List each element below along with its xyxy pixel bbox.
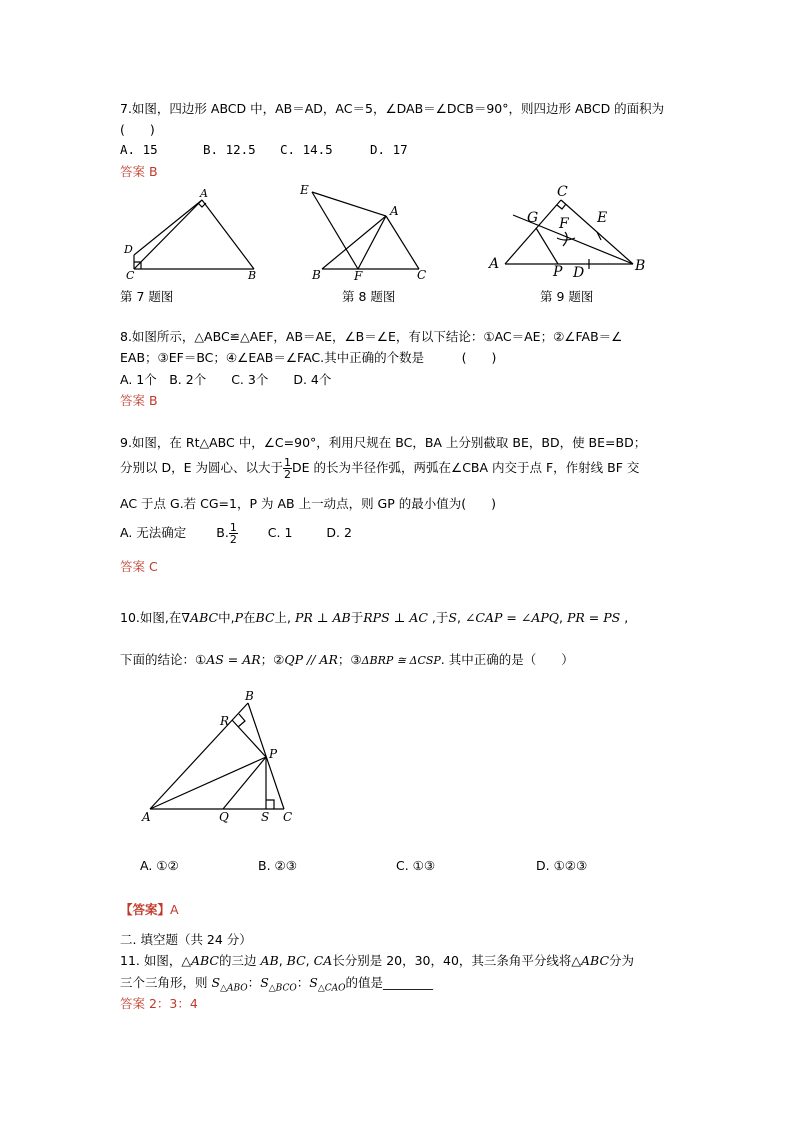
q8-stem-line1: 8.如图所示，△ABC≌△AEF，AB＝AE，∠B＝∠E，有以下结论：①AC＝AE；②∠FAB＝∠ [120,329,623,344]
q11-l1-a: 11. 如图，△ [120,953,191,968]
q10-l2-d: . 其中正确的是（ ） [440,652,574,667]
q10-stem-line1 [120,608,628,626]
fig10-label-b: B [245,690,254,703]
q9-frac-num: 1 [283,456,291,469]
fig7-label-c: C [126,269,135,282]
q10-l1-d: 上, [274,610,291,625]
q11-ab: AB [260,953,279,968]
q9-option-d: D. 2 [326,525,352,540]
q7-option-d: D. 17 [370,142,408,157]
q10-option-c: C. ①③ [396,858,436,873]
q10-l1-g: , [456,610,461,625]
q10-answer [120,900,179,918]
q9-optb-den: 2 [229,533,237,546]
q11-s1-sub: △ABO [220,983,248,994]
figure-8-caption: 第 8 题图 [342,289,396,304]
q10-l2-a: 下面的结论：① [120,652,207,667]
q11-s3: S [309,975,318,990]
q11-stem-line2 [120,973,433,994]
q10-tri: ∇ABC [181,610,219,625]
q10-stem-line2 [120,650,574,668]
q10-answer-bracket: 【答案】 [120,902,171,917]
q11-s2: S [260,975,269,990]
q10-l1-e: 于 [350,610,364,625]
q10-bc: BC [255,610,275,625]
q9-options [120,522,352,545]
q7-stem-line1: 7.如图，四边形 ABCD 中，AB＝AD，AC＝5，∠DAB＝∠DCB＝90°，则四边形 ABCD 的面积为 [120,101,665,116]
q11-bc: BC [286,953,306,968]
q7-option-a: A. 15 [120,142,158,157]
q10-pr-ps: PR = PS [566,610,621,625]
q9-optb-num: 1 [229,521,237,534]
fig10-label-p: P [269,747,278,761]
fig8-label-c: C [417,268,427,282]
q11-abc: ABC [190,953,219,968]
fig9-label-a: A [489,256,500,272]
fig7-label-d: D [124,243,133,256]
fig9-label-f: F [559,216,569,232]
q10-end-comma: , [624,610,629,625]
q9-answer: 答案 C [120,559,158,574]
q8-options: A. 1个 B. 2个 C. 3个 D. 4个 [120,372,332,387]
fig10-label-r: R [220,714,230,728]
q9-option-a: A. 无法确定 [120,525,187,540]
q11-l1-b: 的三边 [218,953,257,968]
figure-7-caption: 第 7 题图 [120,289,174,304]
q9-stem-line3: AC 于点 G.若 CG=1，P 为 AB 上一动点，则 GP 的最小值为( ) [120,496,496,511]
q10-option-d: D. ①②③ [536,858,588,873]
figure-9 [485,180,655,280]
q7-answer: 答案 B [120,164,158,179]
section2-title: 二. 填空题（共 24 分） [120,932,252,947]
q11-sep1: , [278,953,283,968]
fig9-label-g: G [527,210,539,226]
q7-option-b: B. 12.5 [203,142,256,157]
q11-answer: 答案 2：3：4 [120,996,198,1011]
q11-stem-line1 [120,951,634,969]
q11-sep2: , [305,953,310,968]
fig10-label-s: S [261,810,270,824]
q10-l1-f: ,于 [431,610,449,625]
fig9-label-c: C [557,184,568,200]
q10-answer-letter: A [170,902,179,917]
q11-colon1: ： [247,975,261,990]
q8-stem-line2: EAB；③EF＝BC；④∠EAB＝∠FAC.其中正确的个数是 ( ) [120,350,497,365]
figure-7 [118,185,268,285]
fig9-label-d: D [573,265,585,280]
q11-ca: CA [313,953,333,968]
q9-fraction [283,457,292,480]
q10-pr-ab: PR ⊥ AB [294,610,351,625]
q10-congr: ΔBRP ≅ ΔCSP [361,654,441,667]
q10-s: S [448,610,457,625]
q10-l1-c: 在 [243,610,256,625]
fig9-label-p: P [553,264,563,280]
q11-l2-b: 的值是________ [345,975,434,990]
q10-l1-b: 中, [218,610,235,625]
q9-option-c: C. 1 [267,525,293,540]
q11-l1-d: 分为 [609,953,635,968]
q8-answer: 答案 B [120,393,158,408]
fig10-label-c: C [283,810,293,824]
q11-s3-sub: △CAO [317,983,346,994]
q11-s1: S [211,975,221,990]
q9-stem-line2 [120,457,639,480]
q9-line2-pre: 分别以 D，E 为圆心、以大于 [120,460,283,475]
q11-abc2: ABC [581,953,610,968]
q9-stem-line1: 9.如图，在 Rt△ABC 中，∠C=90°，利用尺规在 BC，BA 上分别截取 BE，BD，使 BE=BD； [120,435,647,450]
fig9-label-b: B [635,258,646,274]
fig8-label-e: E [300,183,309,197]
q7-option-c: C. 14.5 [280,142,333,157]
q11-colon2: ： [296,975,310,990]
figure-9-caption: 第 9 题图 [540,289,594,304]
fig7-label-a: A [200,187,208,200]
q10-angle-eq: ∠CAP = ∠APQ [464,610,560,625]
q7-stem-line2: ( ) [120,122,155,137]
q9-option-b-label: B. [216,525,229,540]
figure-10 [135,690,305,830]
fig10-label-q: Q [219,810,229,824]
fig8-label-a: A [390,204,399,218]
q10-option-b: B. ②③ [258,858,297,873]
q10-l1-a: 10.如图,在 [120,610,182,625]
fig10-label-a: A [142,810,151,824]
q10-option-a: A. ①② [140,858,179,873]
fig8-label-f: F [354,269,363,282]
fig8-label-b: B [312,268,321,282]
q11-s2-sub: △BCO [268,983,297,994]
q10-l2-c: ；③ [337,652,362,667]
fig7-label-b: B [248,269,257,282]
q10-rps-ac: RPS ⊥ AC [363,610,428,625]
q9-frac-den: 2 [283,468,291,481]
q11-l1-c: 长分别是 20，30，40，其三条角平分线将△ [332,953,582,968]
q10-comma: , [559,610,563,625]
q9-line2-post: DE 的长为半径作弧，两弧在∠CBA 内交于点 F，作射线 BF 交 [291,460,640,475]
q9-option-b-fraction [229,522,238,545]
q10-l2-b: ；② [260,652,285,667]
fig9-label-e: E [597,210,608,226]
figure-8 [298,182,438,282]
q10-p: P [234,610,244,625]
q10-as-ar: AS = AR [206,652,261,667]
q10-qp-ar: QP // AR [284,652,338,667]
q11-l2-a: 三个三角形，则 [120,975,208,990]
